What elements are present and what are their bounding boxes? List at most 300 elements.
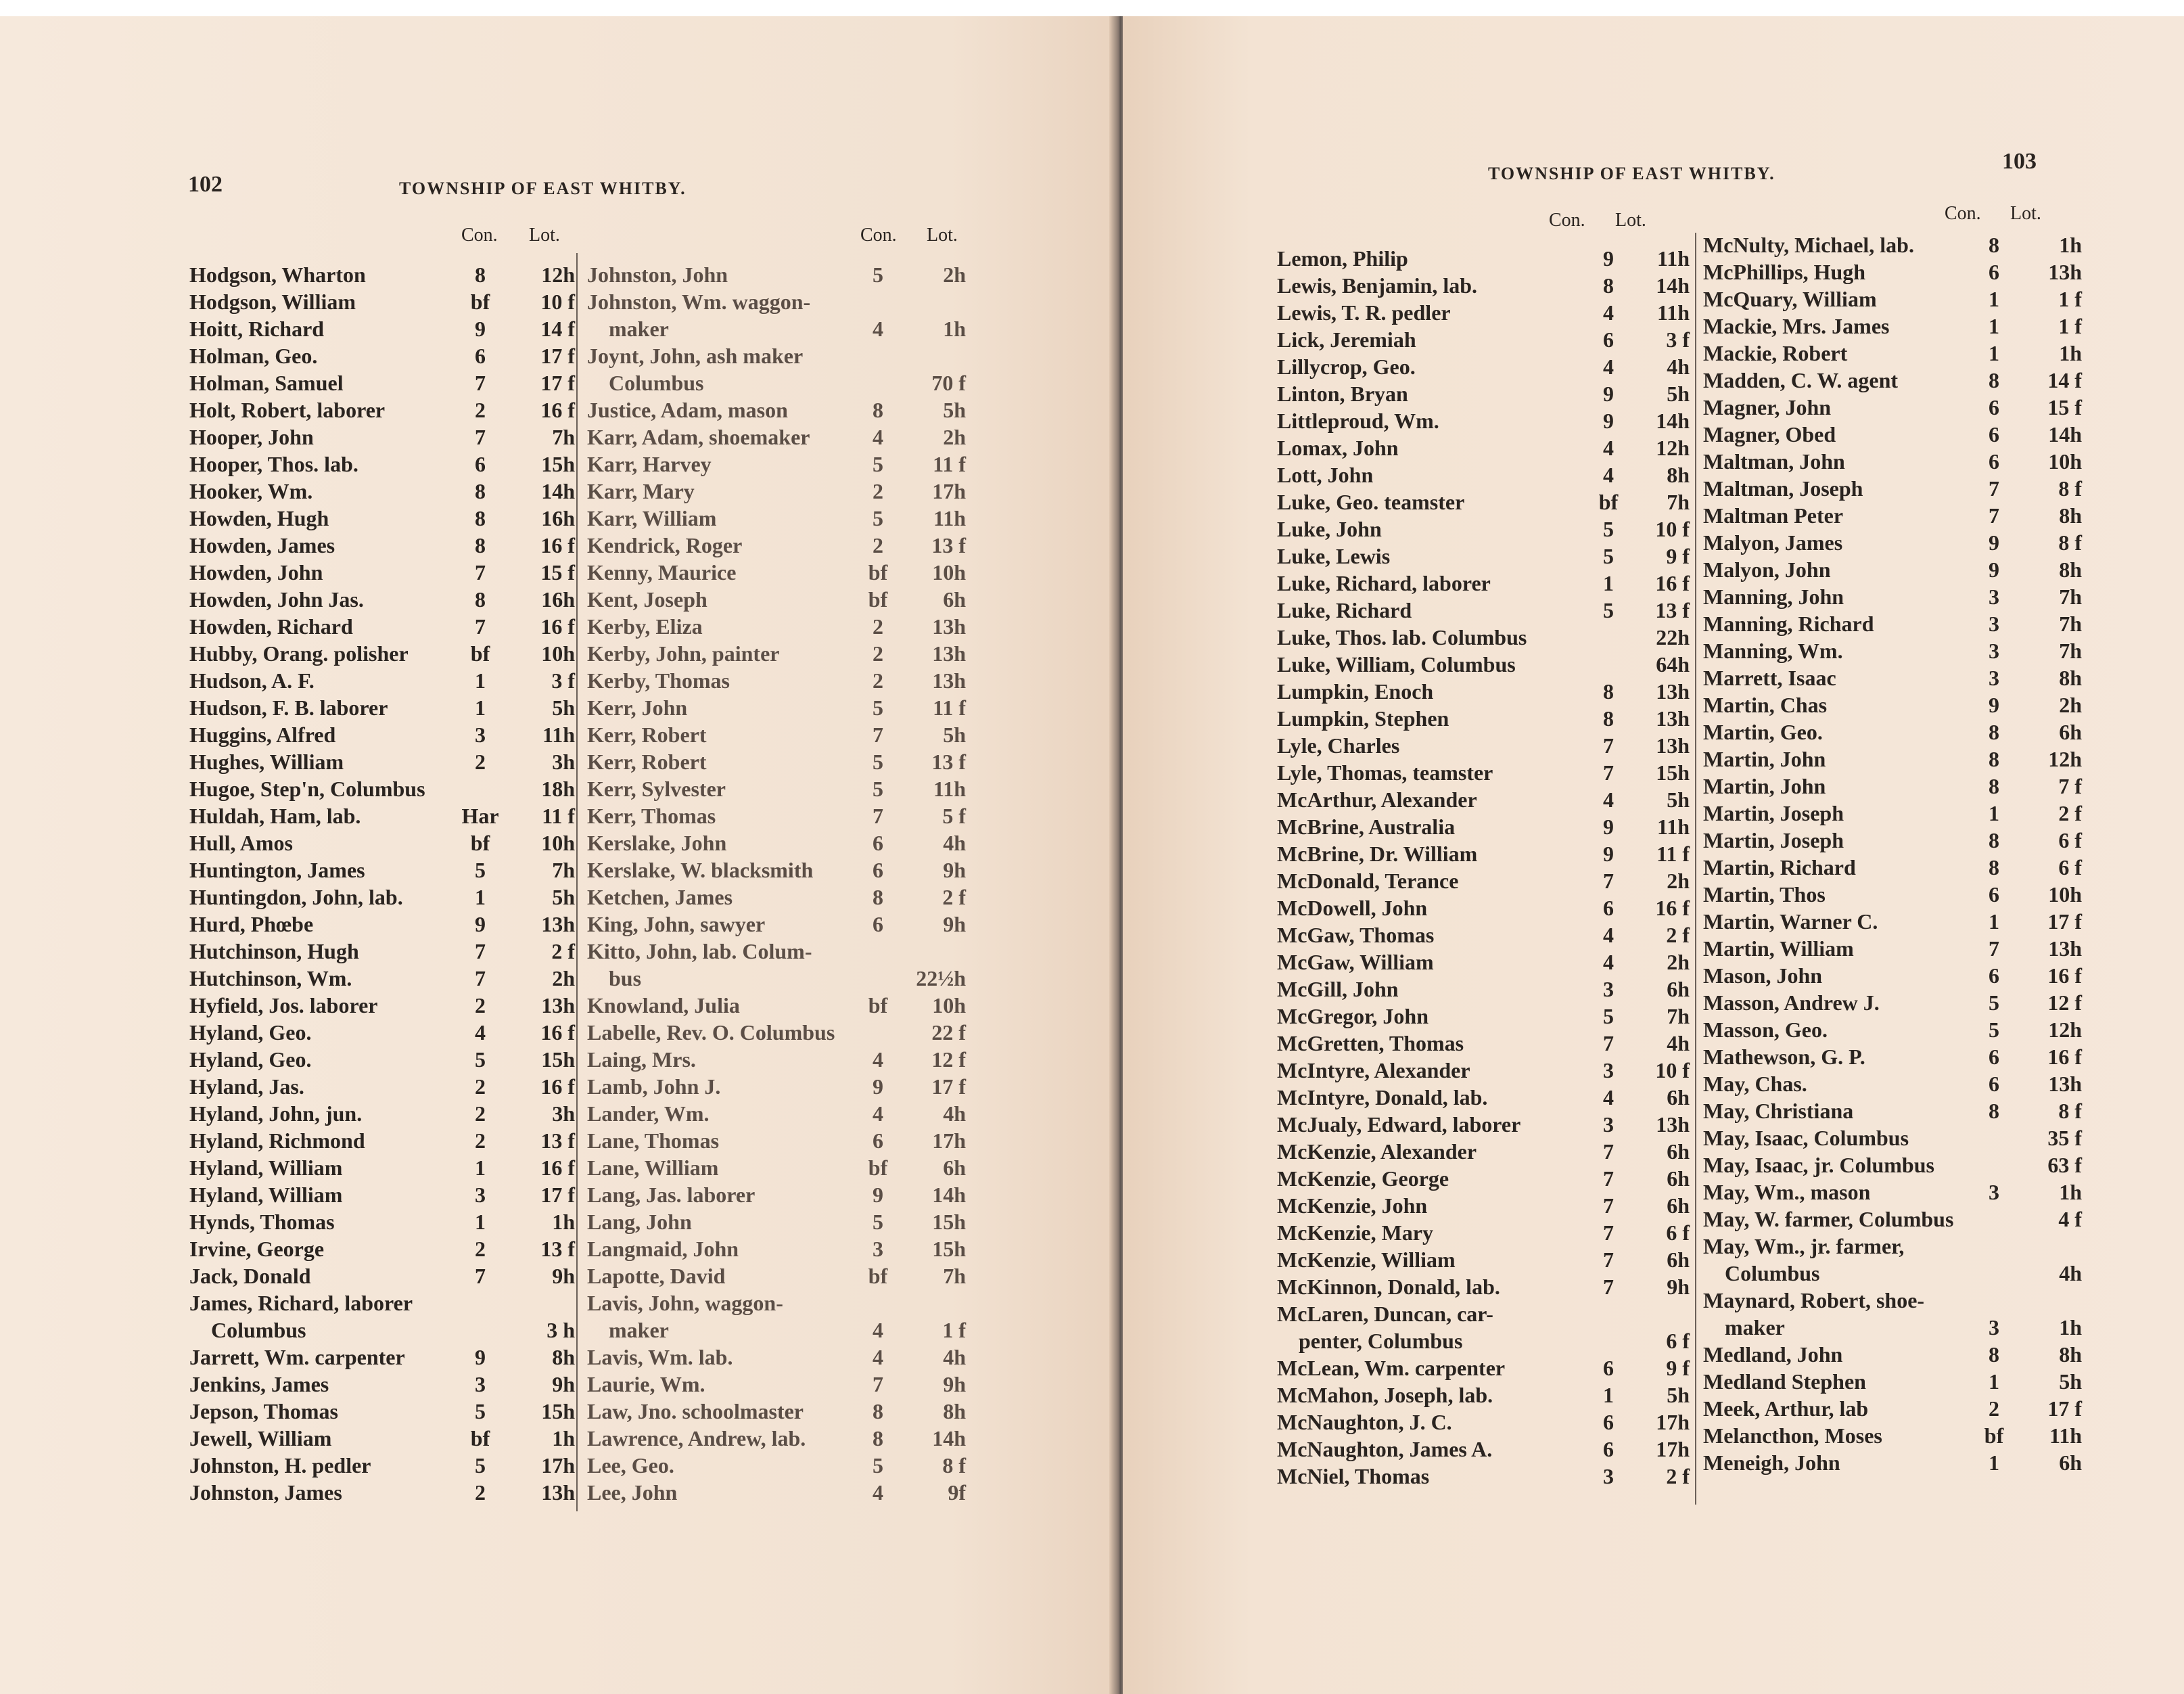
entry-concession: 5 (1989, 1017, 1999, 1042)
directory-entry (189, 775, 575, 802)
entry-lot: 6h (2059, 720, 2082, 744)
entry-concession: 8 (1989, 774, 1999, 798)
entry-name: Luke, Richard (1277, 598, 1412, 622)
entry-concession: 7 (1603, 760, 1614, 785)
entry-lot: 9h (943, 858, 966, 882)
entry-concession: bf (470, 641, 490, 666)
directory-entry (1703, 1422, 2082, 1449)
directory-entry (1277, 488, 1690, 516)
directory-entry (1277, 624, 1690, 651)
entry-lot: 4h (943, 831, 966, 855)
entry-lot: 14h (2048, 422, 2082, 447)
entry-lot: 70 f (931, 371, 966, 395)
entry-name: Kerslake, John (587, 831, 727, 855)
directory-entry (1277, 326, 1690, 353)
entry-name: Lee, Geo. (587, 1453, 674, 1478)
entry-name: Kerslake, W. blacksmith (587, 858, 814, 882)
entry-name: McKinnon, Donald, lab. (1277, 1275, 1500, 1299)
entry-name: Medland, John (1703, 1342, 1843, 1367)
entry-lot: 16 f (2047, 963, 2082, 988)
entry-name: Luke, Richard, laborer (1277, 571, 1491, 595)
directory-entry (189, 505, 575, 532)
entry-concession: 7 (1989, 936, 1999, 961)
page-103 (1123, 16, 2184, 1694)
entry-concession: 8 (1989, 1342, 1999, 1367)
entry-concession: 3 (1603, 977, 1614, 1001)
entry-concession: 2 (475, 750, 486, 774)
directory-entry (189, 586, 575, 613)
entry-lot: 4h (2059, 1261, 2082, 1285)
entry-concession: 4 (1603, 300, 1614, 325)
directory-entry (1277, 1138, 1690, 1165)
directory-entry (189, 1452, 575, 1479)
entry-concession: 5 (475, 1047, 486, 1072)
entry-lot: 6 f (1666, 1220, 1690, 1245)
entry-concession: 7 (475, 939, 486, 963)
entry-name: Lane, William (587, 1155, 719, 1180)
entry-lot: 6 f (1666, 1329, 1690, 1353)
directory-entry (189, 451, 575, 478)
directory-entry (1703, 1178, 2082, 1206)
entry-concession: 6 (1603, 896, 1614, 920)
entry-concession: 1 (475, 668, 486, 693)
entry-lot: 22h (1656, 625, 1690, 649)
directory-entry (1703, 610, 2082, 637)
entry-name: Malyon, John (1703, 557, 1831, 582)
entry-name: Magner, Obed (1703, 422, 1836, 447)
entry-lot: 6h (1667, 977, 1690, 1001)
entry-lot: 8 f (2058, 476, 2082, 501)
entry-concession: 3 (1603, 1058, 1614, 1082)
directory-entry (189, 1289, 575, 1317)
entry-name: Kerby, John, painter (587, 641, 780, 666)
entry-lot: 7h (943, 1264, 966, 1288)
entry-name: McBrine, Australia (1277, 815, 1456, 839)
entry-name: Huldah, Ham, lab. (189, 804, 361, 828)
entry-concession: 7 (1603, 1031, 1614, 1055)
entry-lot: 17h (932, 1128, 966, 1153)
entry-name: Kenny, Maurice (587, 560, 737, 585)
entry-name: Manning, John (1703, 585, 1844, 609)
entry-concession: bf (1984, 1423, 2004, 1448)
entry-concession: 5 (1603, 1004, 1614, 1028)
directory-entry (189, 856, 575, 884)
entry-name: Lott, John (1277, 463, 1374, 487)
entry-lot: 8 f (2058, 1099, 2082, 1123)
entry-lot: 14h (932, 1183, 966, 1207)
entry-name: Linton, Bryan (1277, 382, 1408, 406)
directory-entry (189, 965, 575, 992)
directory-entry (189, 992, 575, 1019)
entry-lot: 8h (1667, 463, 1690, 487)
directory-entry (1703, 285, 2082, 313)
entry-concession: 5 (873, 452, 883, 476)
entry-lot: 16 f (1655, 571, 1690, 595)
entry-concession: 4 (1603, 354, 1614, 379)
entry-lot: 6h (2059, 1450, 2082, 1475)
directory-entry (189, 1127, 575, 1154)
entry-lot: 13 f (931, 533, 966, 557)
entry-lot: 16 f (540, 398, 575, 422)
page-number: 103 (2002, 149, 2037, 174)
entry-lot: 1 f (2058, 314, 2082, 338)
entry-lot: 10h (2048, 449, 2082, 474)
entry-lot: 11h (2049, 1423, 2082, 1448)
entry-concession: 6 (475, 452, 486, 476)
entry-lot: 8h (2059, 503, 2082, 528)
entry-name: Lillycrop, Geo. (1277, 354, 1416, 379)
directory-entry (1703, 962, 2082, 989)
entry-name: McArthur, Alexander (1277, 787, 1477, 812)
entry-concession: 7 (873, 723, 883, 747)
entry-concession: 2 (873, 479, 883, 503)
entry-lot: 5 f (942, 804, 966, 828)
directory-entry (1703, 313, 2082, 340)
entry-lot: 9h (1667, 1275, 1690, 1299)
entry-concession: 9 (475, 1345, 486, 1369)
entry-lot: 2h (1667, 950, 1690, 974)
directory-entry (1277, 1273, 1690, 1300)
entry-lot: 6h (1667, 1247, 1690, 1272)
directory-entry (1703, 1395, 2082, 1422)
directory-entry (1277, 1463, 1690, 1490)
entry-concession: 8 (475, 262, 486, 287)
entry-lot: 13 f (540, 1237, 575, 1261)
directory-entry (1277, 948, 1690, 976)
entry-name: May, Isaac, Columbus (1703, 1126, 1909, 1150)
entry-name: Laing, Mrs. (587, 1047, 696, 1072)
entry-name: Jewell, William (189, 1426, 332, 1450)
directory-entry (587, 1262, 979, 1289)
entry-lot: 8h (943, 1399, 966, 1423)
directory-entry (587, 694, 979, 721)
entry-concession: 9 (475, 317, 486, 341)
entry-lot: 11h (1656, 300, 1690, 325)
entry-lot: 9 f (1666, 544, 1690, 568)
entry-name: Howden, John Jas. (189, 587, 364, 612)
entry-name: Lumpkin, Enoch (1277, 679, 1434, 704)
entry-name: McNaughton, J. C. (1277, 1410, 1452, 1434)
directory-entry (587, 451, 979, 478)
directory-entry (1703, 1070, 2082, 1097)
directory-entry (587, 775, 979, 802)
directory-entry (1277, 1084, 1690, 1111)
entry-lot: 16 f (540, 614, 575, 639)
entry-lot: 17 f (540, 344, 575, 368)
entry-name: McIntyre, Donald, lab. (1277, 1085, 1488, 1109)
entry-concession: 8 (475, 506, 486, 530)
directory-entry (1703, 637, 2082, 664)
entry-name: McNaughton, James A. (1277, 1437, 1493, 1461)
directory-entry (189, 1317, 575, 1344)
entry-concession: 1 (475, 885, 486, 909)
entry-lot: 12 f (931, 1047, 966, 1072)
directory-entry (189, 640, 575, 667)
entry-name: McDowell, John (1277, 896, 1428, 920)
entry-lot: 5h (2059, 1369, 2082, 1394)
entry-lot: 12h (541, 262, 575, 287)
entry-name: Hubby, Orang. polisher (189, 641, 409, 666)
directory-entry (1703, 367, 2082, 394)
entry-concession: 7 (873, 804, 883, 828)
entry-lot: 4h (1667, 1031, 1690, 1055)
directory-entry (587, 938, 979, 965)
col1-con-header: Con. (1549, 210, 1585, 231)
entry-lot: 13h (2048, 936, 2082, 961)
entry-name: Holt, Robert, laborer (189, 398, 386, 422)
entry-concession: bf (470, 831, 490, 855)
entry-name: McIntyre, Alexander (1277, 1058, 1470, 1082)
entry-name: Labelle, Rev. O. Columbus (587, 1020, 835, 1045)
entry-lot: 9 f (1666, 1356, 1690, 1380)
directory-entry (1277, 1030, 1690, 1057)
entry-lot: 2 f (1666, 1464, 1690, 1488)
directory-entry (587, 369, 979, 396)
directory-entry (1277, 1057, 1690, 1084)
entry-name: McKenzie, Alexander (1277, 1139, 1477, 1164)
entry-concession: 6 (1989, 395, 1999, 419)
entry-concession: 1 (1989, 1369, 1999, 1394)
entry-name: May, Christiana (1703, 1099, 1854, 1123)
entry-lot: 5h (1667, 382, 1690, 406)
entry-lot: 6 f (2058, 828, 2082, 852)
entry-name: Hyfield, Jos. laborer (189, 993, 378, 1017)
entry-concession: 5 (1603, 598, 1614, 622)
directory-entry (1277, 921, 1690, 948)
directory-entry (1703, 1016, 2082, 1043)
directory-entry (1703, 529, 2082, 556)
column-rule (576, 253, 578, 1511)
directory-entry (1277, 434, 1690, 461)
entry-lot: 7h (2059, 639, 2082, 663)
entry-concession: 7 (1603, 1220, 1614, 1245)
entry-lot: 9h (943, 912, 966, 936)
directory-entry (189, 1262, 575, 1289)
entry-concession: 7 (475, 560, 486, 585)
directory-entry (189, 342, 575, 369)
entry-lot: 3 f (1666, 327, 1690, 352)
entry-lot: 8h (2059, 557, 2082, 582)
entry-lot: 4h (943, 1101, 966, 1126)
entry-name: McGill, John (1277, 977, 1399, 1001)
entry-name: McNiel, Thomas (1277, 1464, 1430, 1488)
directory-entry (587, 1425, 979, 1452)
entry-lot: 6 f (2058, 855, 2082, 879)
entry-lot: 8 f (942, 1453, 966, 1478)
entry-concession: 9 (873, 1183, 883, 1207)
entry-concession: bf (470, 1426, 490, 1450)
entry-name: Lapotte, David (587, 1264, 726, 1288)
entry-name: Maltman, Joseph (1703, 476, 1863, 501)
entry-lot: 12 f (2047, 990, 2082, 1015)
directory-entry (1703, 1260, 2082, 1287)
entry-concession: 7 (475, 1264, 486, 1288)
entry-concession: 6 (873, 831, 883, 855)
entry-lot: 5h (552, 885, 575, 909)
directory-entry (587, 856, 979, 884)
entry-name: Luke, Lewis (1277, 544, 1391, 568)
entry-lot: 16 f (540, 1020, 575, 1045)
entry-concession: 5 (873, 695, 883, 720)
entry-concession: 6 (1989, 882, 1999, 907)
entry-lot: 13h (541, 1480, 575, 1505)
entry-lot: 11 f (933, 452, 966, 476)
entry-lot: 2h (943, 262, 966, 287)
entry-concession: 5 (873, 750, 883, 774)
entry-concession: 7 (1603, 1166, 1614, 1191)
entry-lot: 13 f (1655, 598, 1690, 622)
directory-entry (587, 315, 979, 342)
directory-entry (189, 396, 575, 424)
entry-concession: 4 (1603, 463, 1614, 487)
directory-entry (1277, 786, 1690, 813)
entry-lot: 9f (948, 1480, 966, 1505)
directory-entry (189, 911, 575, 938)
directory-entry (189, 1019, 575, 1046)
entry-concession: 2 (475, 1074, 486, 1099)
directory-entry (189, 1344, 575, 1371)
col2-con-header: Con. (1945, 203, 1981, 224)
directory-entry (1703, 1206, 2082, 1233)
entry-lot: 4h (1667, 354, 1690, 379)
directory-entry (1277, 813, 1690, 840)
entry-lot: 12h (1656, 436, 1690, 460)
directory-entry (189, 667, 575, 694)
entry-concession: 6 (873, 1128, 883, 1153)
entry-concession: 4 (1603, 436, 1614, 460)
directory-entry (1277, 1300, 1690, 1327)
entry-name: McGaw, William (1277, 950, 1434, 974)
book-spread (0, 16, 2184, 1694)
entry-lot: 17 f (540, 371, 575, 395)
directory-entry (1703, 1097, 2082, 1124)
directory-entry (1703, 1314, 2082, 1341)
entry-name: Kitto, John, lab. Colum- (587, 939, 812, 963)
entry-name: Hyland, Richmond (189, 1128, 365, 1153)
entry-concession: 9 (1603, 815, 1614, 839)
entry-name: Hooker, Wm. (189, 479, 313, 503)
directory-entry (1277, 1436, 1690, 1463)
directory-entry (189, 261, 575, 288)
directory-entry (1277, 597, 1690, 624)
entry-concession: 6 (475, 344, 486, 368)
entry-name: Melancthon, Moses (1703, 1423, 1882, 1448)
entry-name: maker (1703, 1315, 1785, 1340)
entry-name: McDonald, Terance (1277, 869, 1459, 893)
entry-name: May, Wm., mason (1703, 1180, 1871, 1204)
directory-entry (587, 884, 979, 911)
entry-concession: 2 (475, 993, 486, 1017)
entry-concession: 3 (1603, 1464, 1614, 1488)
entry-name: Johnston, John (587, 262, 728, 287)
entry-concession: 4 (873, 1345, 883, 1369)
directory-entry (1277, 1381, 1690, 1409)
entry-concession: 2 (873, 614, 883, 639)
directory-entry (1277, 894, 1690, 921)
entry-lot: 16 f (540, 1074, 575, 1099)
entry-concession: 1 (1603, 1383, 1614, 1407)
directory-entry (587, 640, 979, 667)
entry-concession: 4 (873, 1318, 883, 1342)
directory-entry (587, 992, 979, 1019)
directory-entry (587, 396, 979, 424)
entry-lot: 5h (1667, 1383, 1690, 1407)
entry-lot: 5h (943, 398, 966, 422)
entry-lot: 4 f (2058, 1207, 2082, 1231)
entry-lot: 16h (541, 506, 575, 530)
entry-name: McLean, Wm. carpenter (1277, 1356, 1506, 1380)
entry-lot: 13h (2048, 260, 2082, 284)
entry-name: Lomax, John (1277, 436, 1399, 460)
column-rule (1695, 233, 1696, 1505)
entry-lot: 13h (1656, 733, 1690, 758)
directory-entry (1703, 502, 2082, 529)
directory-entry (587, 505, 979, 532)
entry-name: maker (587, 317, 669, 341)
directory-entry (1277, 272, 1690, 299)
entry-lot: 11 f (933, 695, 966, 720)
entry-lot: 15h (1656, 760, 1690, 785)
entry-concession: 2 (873, 668, 883, 693)
entry-name: Martin, Richard (1703, 855, 1856, 879)
entry-name: maker (587, 1318, 669, 1342)
entry-name: Manning, Richard (1703, 612, 1874, 636)
entry-name: Martin, Chas (1703, 693, 1828, 717)
directory-entry (1703, 935, 2082, 962)
entry-name: Hyland, Geo. (189, 1020, 312, 1045)
entry-name: McKenzie, George (1277, 1166, 1449, 1191)
entry-concession: 2 (1989, 1396, 1999, 1421)
entry-lot: 8h (2059, 1342, 2082, 1367)
entry-concession: 6 (873, 912, 883, 936)
entry-lot: 14h (541, 479, 575, 503)
directory-entry (1277, 759, 1690, 786)
entry-name: Littleproud, Wm. (1277, 409, 1439, 433)
directory-entry (1703, 421, 2082, 448)
entry-name: Magner, John (1703, 395, 1832, 419)
entry-lot: 15h (541, 452, 575, 476)
entry-name: Laurie, Wm. (587, 1372, 705, 1396)
entry-name: Martin, Warner C. (1703, 909, 1878, 934)
directory-entry (587, 1398, 979, 1425)
directory-entry (1277, 705, 1690, 732)
entry-name: Hyland, Jas. (189, 1074, 304, 1099)
directory-entry (1277, 1219, 1690, 1246)
entry-lot: 11h (933, 777, 966, 801)
entry-name: Columbus (587, 371, 704, 395)
entry-name: Kerr, John (587, 695, 688, 720)
directory-entry (189, 694, 575, 721)
entry-name: Hugoe, Step'n, Columbus (189, 777, 425, 801)
entry-concession: 9 (1989, 530, 1999, 555)
entry-concession: 7 (1989, 503, 1999, 528)
entry-name: Kerr, Thomas (587, 804, 716, 828)
directory-entry (587, 261, 979, 288)
entry-concession: 7 (475, 371, 486, 395)
entry-name: bus (587, 966, 642, 990)
entry-concession: 8 (475, 587, 486, 612)
directory-entry (1703, 448, 2082, 475)
entry-lot: 6h (1667, 1193, 1690, 1218)
entry-lot: 13h (932, 668, 966, 693)
entry-concession: 1 (1989, 1450, 1999, 1475)
entry-lot: 1 f (2058, 287, 2082, 311)
entry-lot: 15h (932, 1210, 966, 1234)
directory-entry (587, 1019, 979, 1046)
entry-name: Lamb, John J. (587, 1074, 721, 1099)
directory-entry (189, 478, 575, 505)
entry-lot: 12h (2048, 1017, 2082, 1042)
